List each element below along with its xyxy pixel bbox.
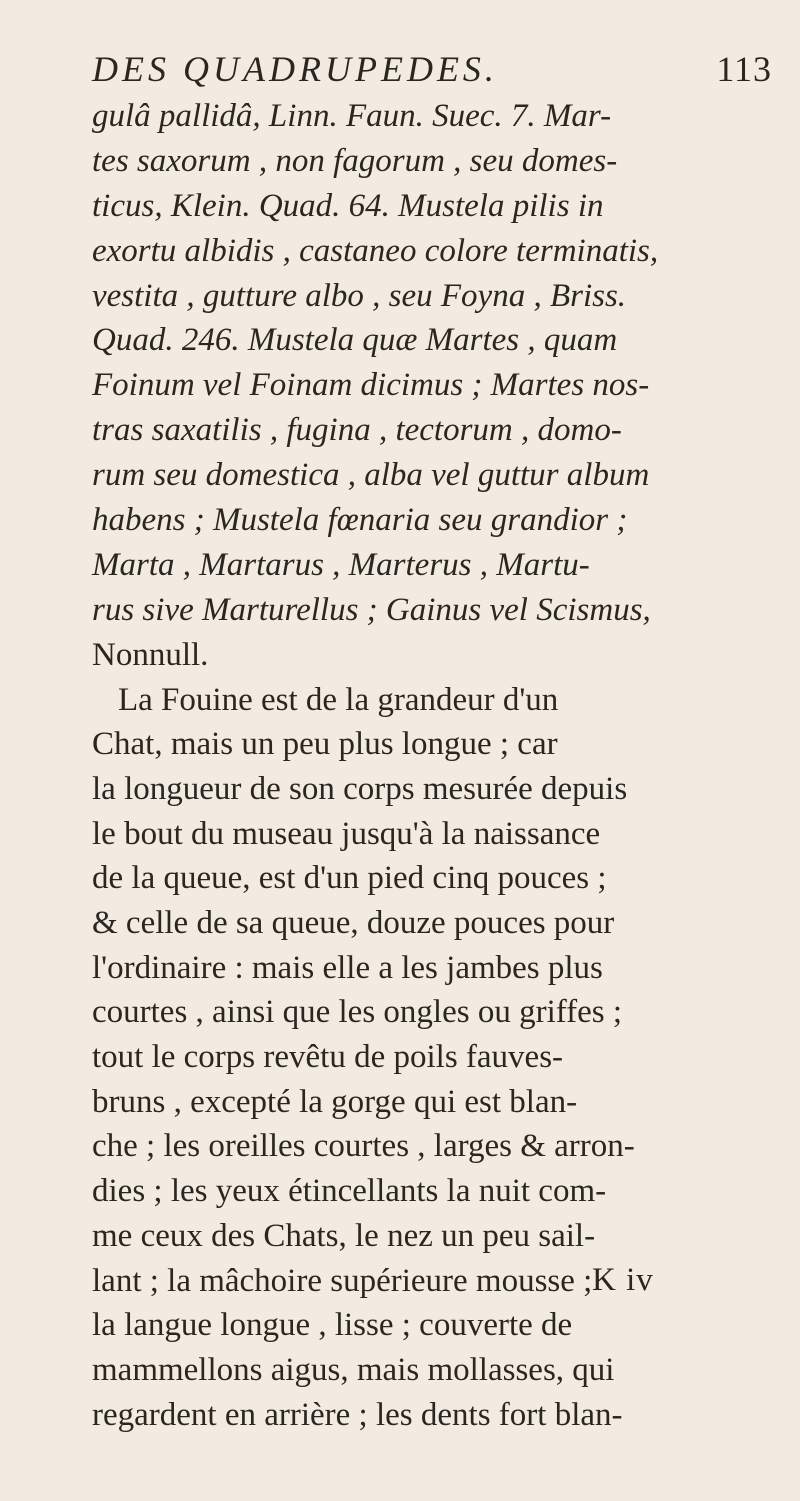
latin-line: vestita , gutture albo , seu Foyna , Briss. (92, 277, 627, 314)
latin-line: tes saxorum , non fagorum , seu domes- (92, 142, 618, 179)
french-line: tout le corps revêtu de poils fauves- (92, 1039, 564, 1076)
french-passage (92, 678, 800, 1438)
french-line: bruns , excepté la gorge qui est blan- (92, 1083, 578, 1120)
latin-line: rus sive Marturellus ; Gainus vel Scismus, (92, 591, 651, 628)
french-line: mammellons aigus, mais mollasses, qui (92, 1351, 615, 1388)
french-line: & celle de sa queue, douze pouces pour (92, 905, 615, 942)
latin-line: ticus, Klein. Quad. 64. Mustela pilis in (92, 187, 604, 224)
latin-line: gulâ pallidâ, Linn. Faun. Suec. 7. Mar- (92, 98, 612, 134)
latin-line: rum seu domestica , alba vel guttur album (92, 457, 650, 494)
french-line: che ; les oreilles courtes , larges & arron- (92, 1128, 635, 1165)
french-line: l'ordinaire : mais elle a les jambes plus (92, 949, 603, 986)
running-head (92, 44, 772, 94)
latin-line: Marta , Martarus , Marterus , Martu- (92, 546, 590, 583)
latin-line: exortu albidis , castaneo colore terminatis, (92, 232, 659, 269)
running-title: DES QUADRUPEDES. (92, 49, 498, 89)
french-line: lant ; la mâchoire supérieure mousse ; (92, 1262, 593, 1299)
french-line: courtes , ainsi que les ongles ou griffes ; (92, 994, 623, 1031)
french-line: regardent en arrière ; les dents fort blan- (92, 1396, 623, 1433)
latin-line: Quad. 246. Mustela quæ Martes , quam (92, 322, 618, 359)
french-line: me ceux des Chats, le nez un peu sail- (92, 1217, 596, 1254)
french-line: La Fouine est de la grandeur d'un (118, 681, 559, 718)
french-line: dies ; les yeux étincellants la nuit com- (92, 1173, 607, 1210)
latin-line: tras saxatilis , fugina , tectorum , domo- (92, 412, 622, 449)
latin-line: Foinum vel Foinam dicimus ; Martes nos- (92, 367, 650, 404)
french-line: le bout du museau jusqu'à la naissance (92, 815, 601, 852)
french-line: la langue longue , lisse ; couverte de (92, 1307, 573, 1344)
latin-line: habens ; Mustela fœnaria seu grandior ; (92, 502, 628, 539)
latin-passage (92, 94, 800, 678)
page-number: 113 (716, 49, 772, 89)
latin-line: Nonnull. (92, 636, 209, 673)
french-line: Chat, mais un peu plus longue ; car (92, 726, 558, 763)
french-line: de la queue, est d'un pied cinq pouces ; (92, 860, 607, 897)
signature-mark: K iv (592, 1262, 654, 1298)
french-line: la longueur de son corps mesurée depuis (92, 770, 628, 807)
